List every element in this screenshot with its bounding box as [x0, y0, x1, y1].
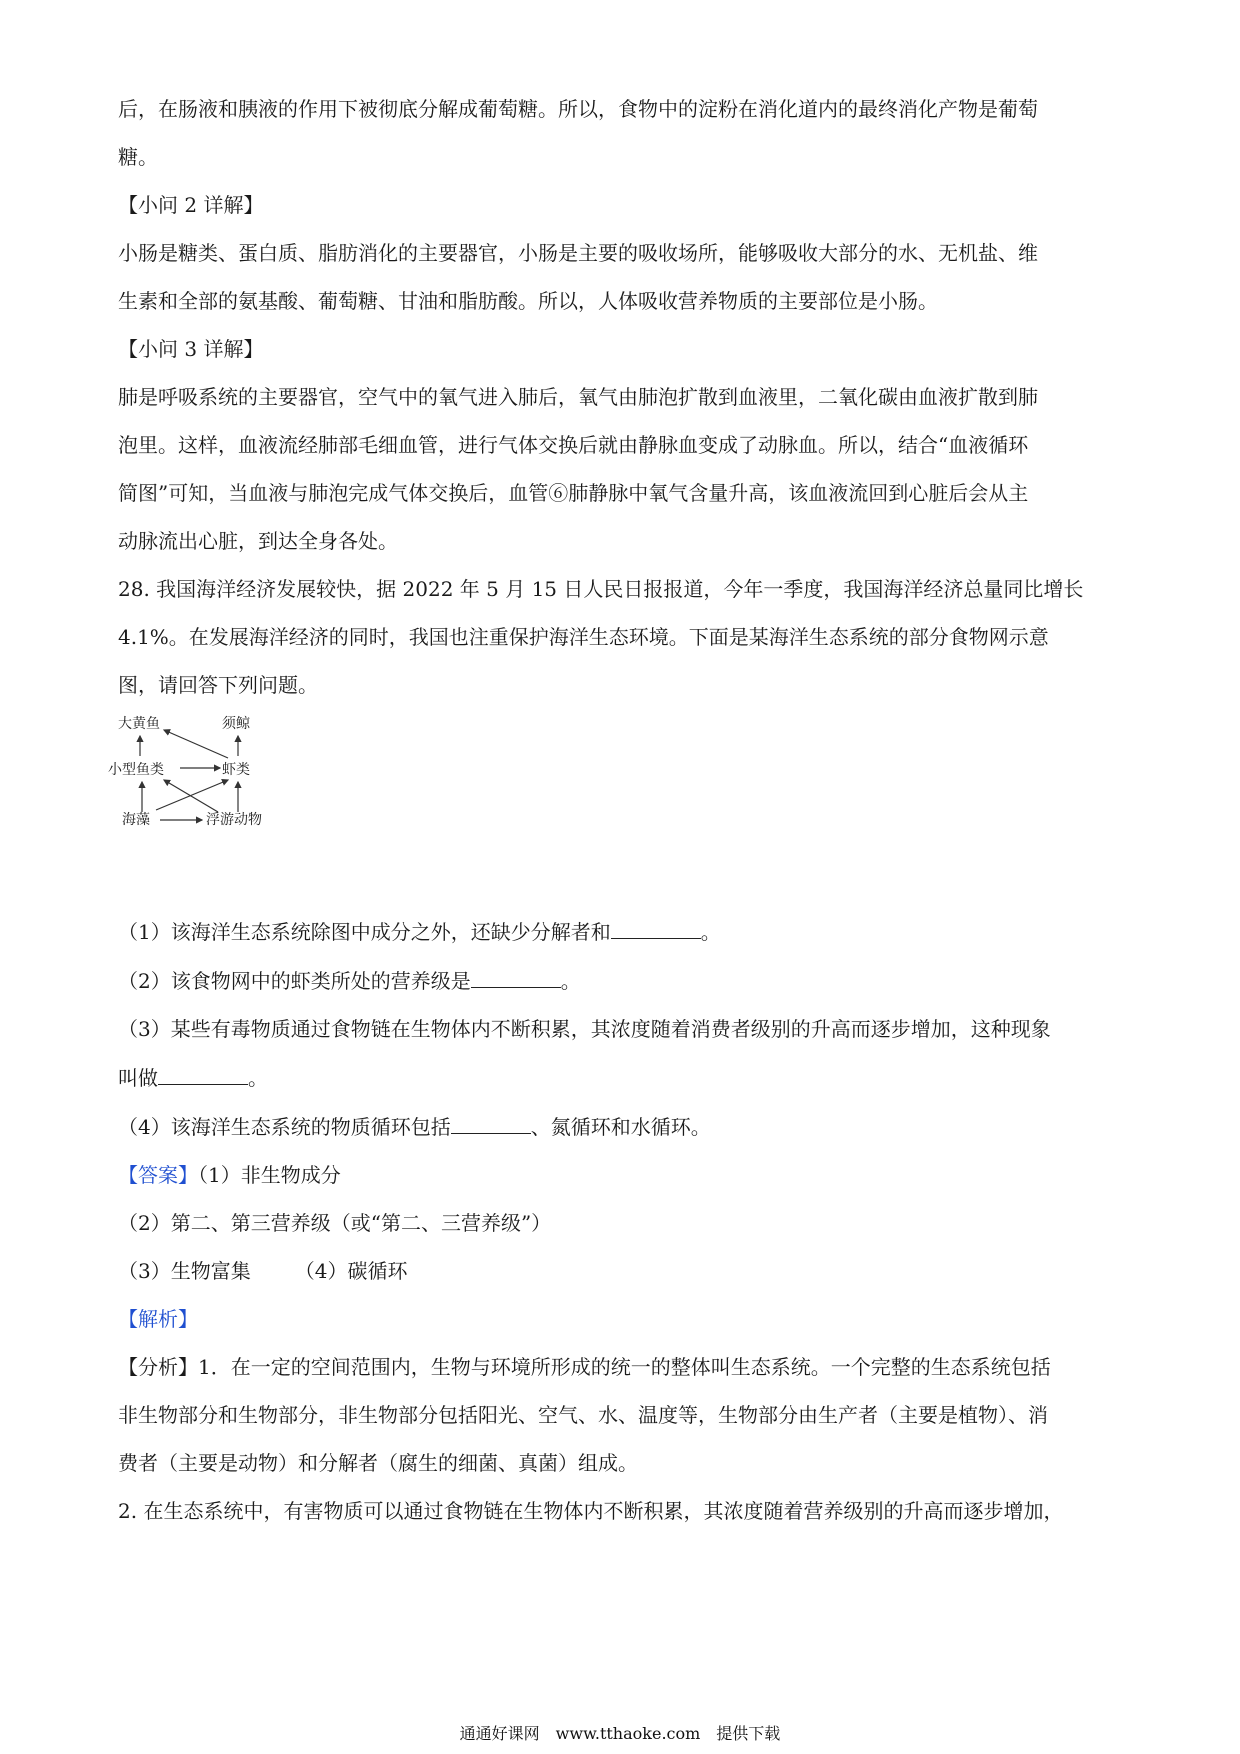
question-line: 4.1%。在发展海洋经济的同时，我国也注重保护海洋生态环境。下面是某海洋生态系统的部分食物网示意 [118, 625, 1049, 649]
question-line: 28. 我国海洋经济发展较快，据 2022 年 5 月 15 日人民日报报道，今年一季度，我国海洋经济总量同比增长 [118, 577, 1084, 601]
node-shrimp: 虾类 [222, 762, 250, 778]
paragraph-line: 动脉流出心脏，到达全身各处。 [118, 529, 398, 553]
analysis-line: 费者（主要是动物）和分解者（腐生的细菌、真菌）组成。 [118, 1451, 638, 1475]
answer-blank [451, 1113, 531, 1134]
answer-blank [611, 918, 701, 939]
subquestion-heading: 【小问 2 详解】 [118, 193, 264, 217]
answer-line-1 [118, 1162, 1128, 1188]
page-footer: 通通好课网 www.tthaoke.com 提供下载 [459, 1724, 781, 1743]
analysis-line: 非生物部分和生物部分，非生物部分包括阳光、空气、水、温度等，生物部分由生产者（主要是植物）、消 [118, 1403, 1048, 1427]
subquestion-1 [118, 918, 1128, 945]
node-big-yellow-croaker: 大黄鱼 [118, 716, 160, 732]
paragraph-line: 简图”可知，当血液与肺泡完成气体交换后，血管⑥肺静脉中氧气含量升高，该血液流回到心脏后会从主 [118, 481, 1029, 505]
paragraph-line: 后，在肠液和胰液的作用下被彻底分解成葡萄糖。所以，食物中的淀粉在消化道内的最终消化产物是葡萄 [118, 97, 1038, 121]
question-line: 图，请回答下列问题。 [118, 673, 318, 697]
food-web-diagram [108, 712, 298, 852]
subquestion-end: 。 [700, 920, 721, 944]
node-seaweed: 海藻 [122, 812, 150, 828]
paragraph-line: 泡里。这样，血液流经肺部毛细血管，进行气体交换后就由静脉血变成了动脉血。所以，结合“血液循环 [118, 433, 1029, 457]
arrow-zooplankton-to-smallfish [164, 780, 218, 812]
subquestion-3-cont [118, 1064, 1128, 1091]
subquestion-3 [118, 1016, 1128, 1042]
paragraph-line: 生素和全部的氨基酸、葡萄糖、甘油和脂肪酸。所以，人体吸收营养物质的主要部位是小肠。 [118, 289, 938, 313]
subquestion-end: 、氮循环和水循环。 [530, 1115, 711, 1139]
subquestion-end: 。 [248, 1066, 268, 1090]
answer-2: （2）第二、第三营养级（或“第二、三营养级”） [118, 1211, 552, 1235]
node-zooplankton: 浮游动物 [206, 812, 262, 828]
subquestion-end: 。 [560, 969, 581, 993]
answer-1: （1）非生物成分 [198, 1163, 341, 1187]
analysis-line: 2. 在生态系统中，有害物质可以通过食物链在生物体内不断积累，其浓度随着营养级别的升高而逐步增加， [118, 1499, 1064, 1523]
subquestion-text: （2）该食物网中的虾类所处的营养级是 [118, 969, 471, 993]
arrow-seaweed-to-shrimp [156, 780, 228, 810]
paragraph-line: 小肠是糖类、蛋白质、脂肪消化的主要器官，小肠是主要的吸收场所，能够吸收大部分的水、无机盐、维 [118, 241, 1038, 265]
answer-label: 【答案】 [118, 1163, 198, 1187]
subquestion-heading: 【小问 3 详解】 [118, 337, 264, 361]
node-baleen-whale: 须鲸 [222, 716, 250, 732]
paragraph-line: 肺是呼吸系统的主要器官，空气中的氧气进入肺后，氧气由肺泡扩散到血液里，二氧化碳由血液扩散到肺 [118, 385, 1038, 409]
subquestion-text: （1）该海洋生态系统除图中成分之外，还缺少分解者和 [118, 920, 611, 944]
answer-4: （4）碳循环 [294, 1259, 408, 1283]
subquestion-text: （3）某些有毒物质通过食物链在生物体内不断积累，其浓度随着消费者级别的升高而逐步增加，这种现象 [118, 1017, 1051, 1041]
node-small-fish: 小型鱼类 [108, 762, 164, 778]
answer-blank [471, 967, 561, 988]
subquestion-text: （4）该海洋生态系统的物质循环包括 [118, 1115, 451, 1139]
subquestion-2 [118, 967, 1128, 994]
answer-line-3 [118, 1258, 1128, 1284]
document-content [108, 96, 1128, 1546]
subquestion-text: 叫做 [118, 1066, 158, 1090]
arrow-shrimp-to-croaker [164, 730, 228, 758]
analysis-label: 【解析】 [118, 1307, 198, 1331]
analysis-line: 【分析】1．在一定的空间范围内，生物与环境所形成的统一的整体叫生态系统。一个完整的生态系统包括 [118, 1355, 1051, 1379]
subquestion-4 [118, 1113, 1128, 1140]
answer-3: （3）生物富集 [118, 1259, 251, 1283]
food-web-arrows [118, 712, 298, 852]
answer-blank [158, 1064, 248, 1085]
paragraph-line: 糖。 [118, 145, 158, 169]
